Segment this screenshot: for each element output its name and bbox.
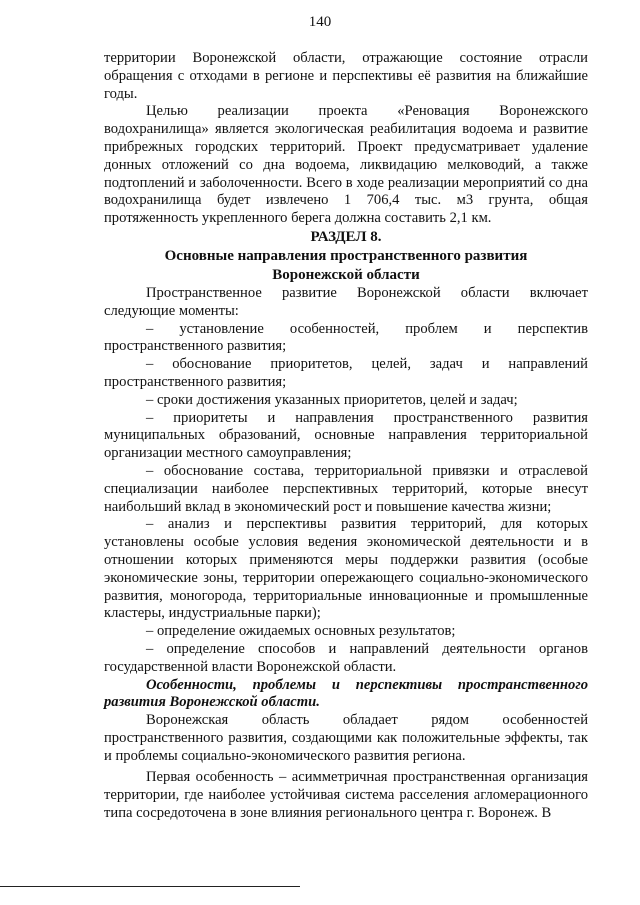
paragraph-features: Воронежская область обладает рядом особенностей пространственного развития, создающими как положительные эффекты, так и проблемы социально-экономического развития региона. bbox=[104, 712, 588, 764]
section-title-line2: Воронежской области bbox=[272, 266, 420, 283]
document-body bbox=[104, 50, 588, 823]
section-title-line1: Основные направления пространственного развития bbox=[164, 247, 528, 264]
subheading: Особенности, проблемы и перспективы пространственного развития Воронежской области. bbox=[104, 676, 588, 711]
section-number: РАЗДЕЛ 8. bbox=[310, 228, 382, 245]
list-item: – определение способов и направлений деятельности органов государственной власти Воронежской области. bbox=[104, 640, 588, 675]
paragraph-renovation-project: Целью реализации проекта «Реновация Воронежского водохранилища» является экологическая реабилитация водоема и развитие прибрежных городских территорий. Проект предусматривает удаление донных отложений со дна водоема, ликвидацию мелководий, а также подтоплений и заболоченности. Всего в ходе реализации мероприятий со дна водохранилища будет извлечено 1 706,4 тыс. м3 грунта, общая протяженность укрепленного берега должна составить 2,1 км. bbox=[104, 103, 588, 227]
footer-rule bbox=[0, 886, 300, 887]
list-item: – обоснование приоритетов, целей, задач и направлений пространственного развития; bbox=[104, 356, 588, 390]
list-item: – определение ожидаемых основных результатов; bbox=[146, 623, 456, 640]
list-item: – установление особенностей, проблем и перспектив пространственного развития; bbox=[104, 320, 588, 355]
list-item: – сроки достижения указанных приоритетов, целей и задач; bbox=[146, 391, 518, 408]
page-number: 140 bbox=[308, 14, 332, 30]
paragraph-continuation: территории Воронежской области, отражающие состояние отрасли обращения с отходами в регионе и перспективы её развития на ближайшие годы. bbox=[104, 50, 588, 102]
list-item: – обоснование состава, территориальной привязки и отраслевой специализации наиболее перспективных территорий, которые внесут наибольший вклад в экономический рост и повышение качества жизни; bbox=[104, 462, 588, 515]
intro-paragraph: Пространственное развитие Воронежской области включает следующие моменты: bbox=[104, 284, 588, 319]
list-item: – анализ и перспективы развития территорий, для которых установлены особые условия ведения экономической деятельности и в отношении которых применяются меры поддержки развития (особые экономические зоны, территории опережающего социально-экономического развития, моногорода, территориальные инновационные и промышленные кластеры, индустриальные парки); bbox=[104, 516, 588, 622]
list-item: – приоритеты и направления пространственного развития муниципальных образований, основные направления территориальной организации местного самоуправления; bbox=[104, 409, 588, 462]
paragraph-first-feature: Первая особенность – асимметричная пространственная организация территории, где наиболее устойчивая система расселения агломерационного типа сосредоточена в зоне влияния регионального центра г. Воронеж. В bbox=[104, 769, 588, 822]
